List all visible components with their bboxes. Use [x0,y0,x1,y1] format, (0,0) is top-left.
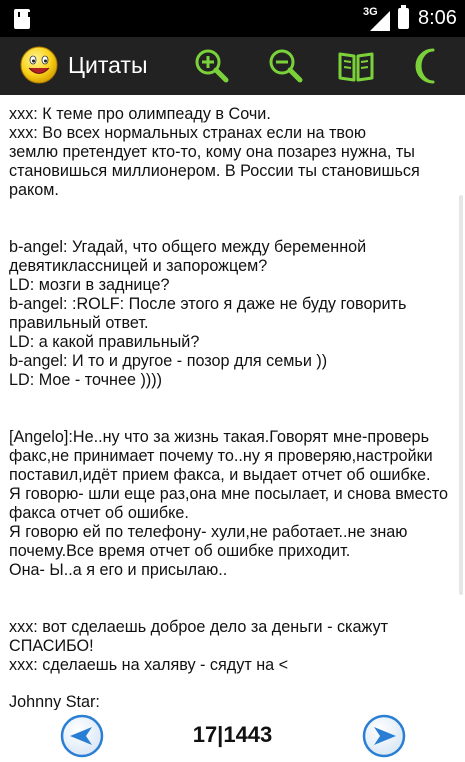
quote-line: xxx: Во всех нормальных странах если на твою [9,124,366,142]
quote-line: правильный ответ. [9,314,149,332]
quote-line: xxx: К теме про олимпеаду в Сочи. [9,105,271,123]
quote-item [9,105,456,200]
quote-line: СПАСИБО! [9,637,94,655]
signal-icon [370,11,390,31]
quote-line: xxx: вот сделаешь доброе дело за деньги - скажут [9,618,389,636]
quote-line: Я говорю- шли еще раз,она мне посылает, и снова вместо [9,485,448,503]
quote-line: LD: а какой правильный? [9,333,200,351]
quotes-list [0,95,465,710]
quote-line: почему.Все время отчет об ошибке приходит. [9,542,351,560]
clock: 8:06 [418,7,457,29]
quote-line: поставил,идёт прием факса, и выдает отчет об ошибке. [9,466,431,484]
zoom-out-button[interactable] [262,42,310,90]
quotes-content[interactable] [0,95,465,710]
quote-line: факса отчет об ошибке. [9,504,189,522]
quote-line: b-angel: Угадай, что общего между беременной [9,238,367,256]
night-mode-button[interactable] [405,42,453,90]
quote-line: землю претендует кто-то, кому она позарез нужна, ты [9,143,415,161]
quote-line: LD: Мое - точнее )))) [9,371,163,389]
quote-line: xxx: сделаешь на халяву - сядут на < [9,656,289,674]
quote-line: раком. [9,181,59,199]
sd-card-icon [14,9,30,29]
quote-item [9,618,456,675]
zoom-in-button[interactable] [188,42,236,90]
quote-item [9,428,456,580]
quote-line: девятиклассницей и запорожцем? [9,257,268,275]
arrow-right-icon [362,714,406,758]
quote-line: [Angelo]:Не..ну что за жизнь такая.Говорят мне-проверь [9,428,429,446]
book-button[interactable] [332,42,380,90]
app-bar [0,37,465,95]
quote-line: Johnny Star: [9,693,100,710]
quote-line: Я говорю ей по телефону- хули,не работает..не знаю [9,523,408,541]
quote-line: факс,не принимает почему то..ну я проверяю,настройки [9,447,433,465]
zoom-in-icon [188,42,236,90]
zoom-out-icon [262,42,310,90]
page-counter: 17|1443 [192,722,273,747]
network-type: 3G [363,6,378,18]
quote-line: Она- Ы..а я его и присылаю.. [9,561,228,579]
battery-icon [398,8,409,29]
quote-line: b-angel: И то и другое - позор для семьи )) [9,352,328,370]
scrollbar[interactable] [459,195,463,595]
quote-line: становишься миллионером. В России ты становишься [9,162,420,180]
book-icon [332,42,380,90]
app-title: Цитаты [68,52,148,78]
next-page-button[interactable] [362,714,406,758]
quote-line: LD: мозги в заднице? [9,276,170,294]
pagination-bar [0,710,465,762]
quote-item [9,238,456,390]
night-mode-moon-icon [405,42,453,90]
quote-line: b-angel: :ROLF: После этого я даже не буду говорить [9,295,407,313]
smiley-icon[interactable] [19,45,59,85]
quote-item [9,693,456,710]
status-bar [0,0,465,37]
